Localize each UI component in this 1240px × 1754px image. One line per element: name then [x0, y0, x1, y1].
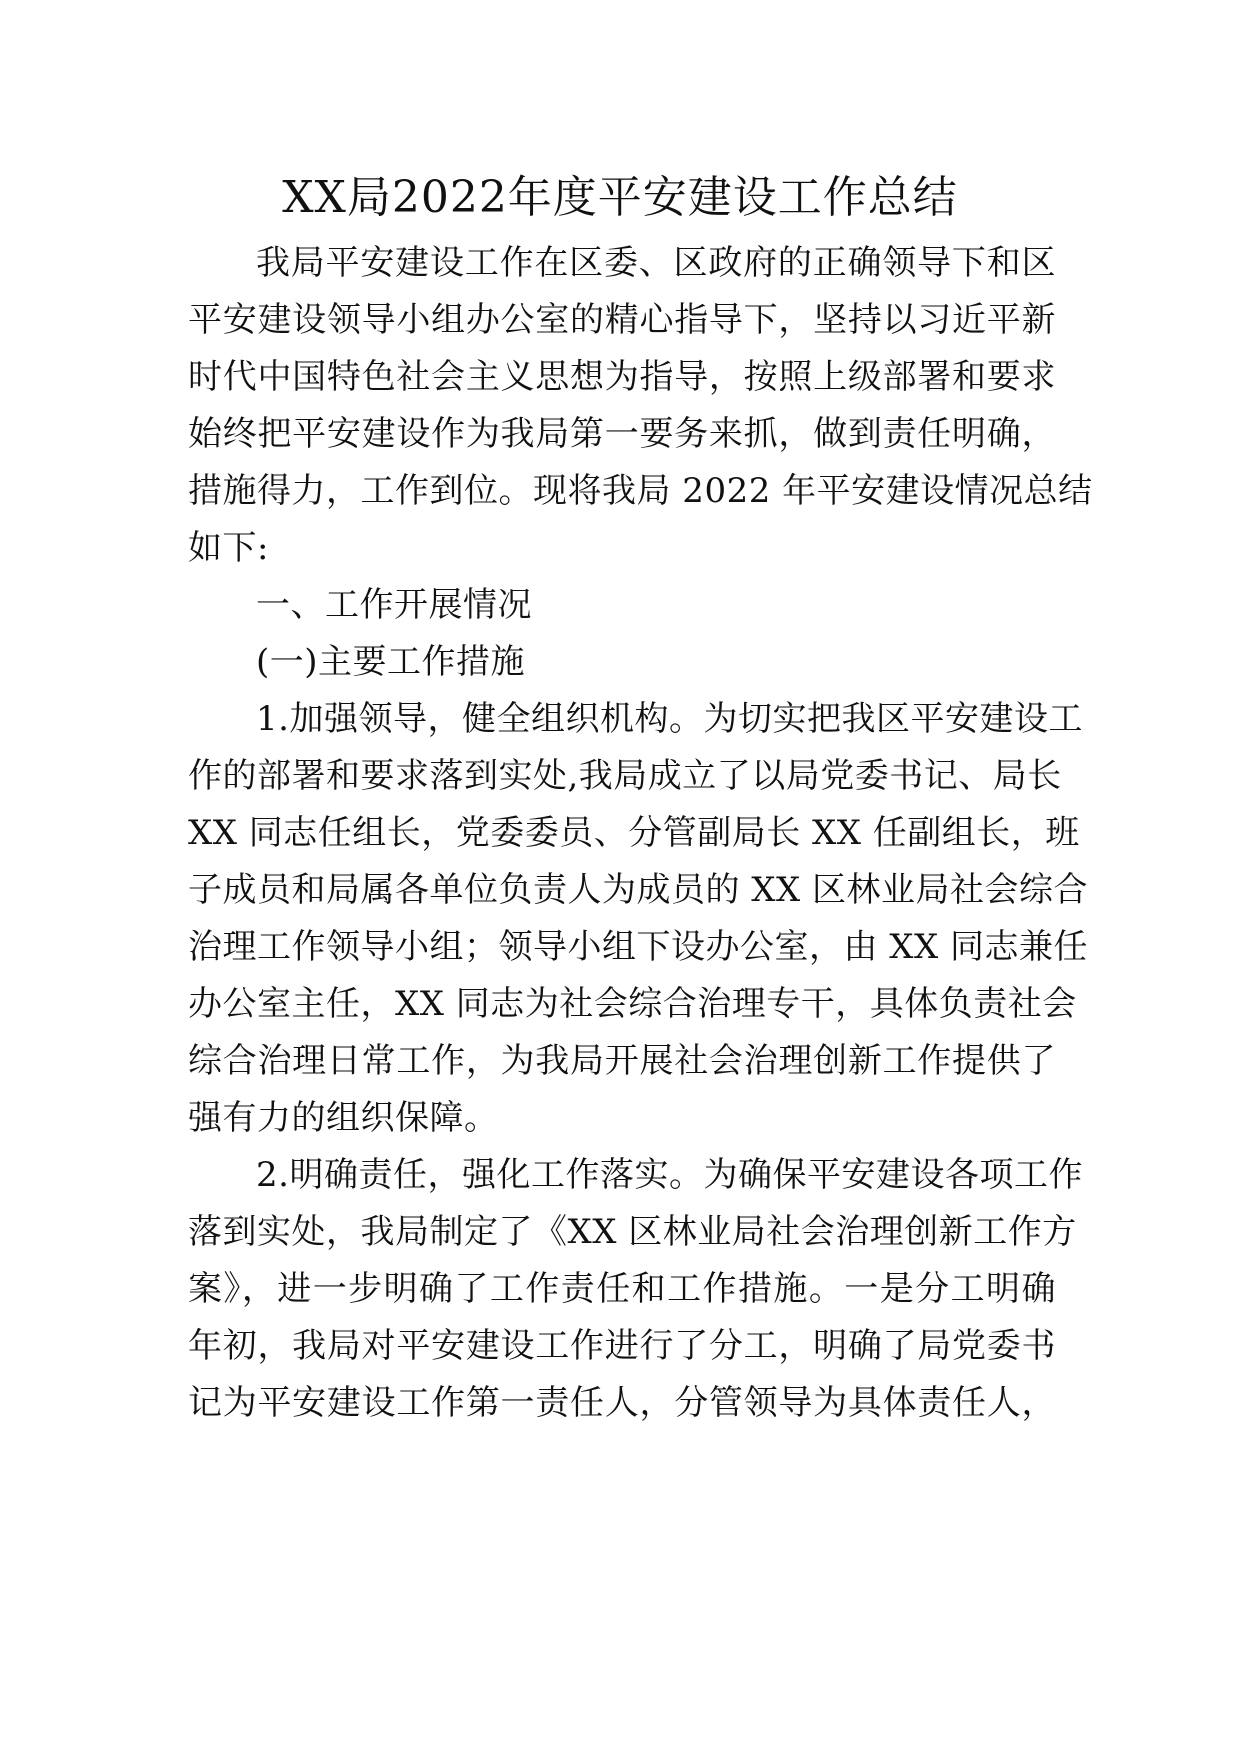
subsection-heading: (一)主要工作措施 — [256, 642, 526, 682]
paragraph-line: 治理工作领导小组；领导小组下设办公室，由 XX 同志兼任 — [188, 927, 1089, 967]
paragraph-line: 案》，进一步明确了工作责任和工作措施。一是分工明确 — [188, 1269, 1056, 1309]
paragraph-line: 1.加强领导，健全组织机构。为切实把我区平安建设工 — [256, 699, 1083, 739]
paragraph-line: 平安建设领导小组办公室的精心指导下，坚持以习近平新 — [188, 300, 1056, 340]
paragraph-line: 办公室主任，XX 同志为社会综合治理专干，具体负责社会 — [188, 984, 1077, 1024]
paragraph-line: 如下: — [188, 528, 269, 568]
paragraph-line: 2.明确责任，强化工作落实。为确保平安建设各项工作 — [256, 1155, 1083, 1195]
paragraph-line: 年初，我局对平安建设工作进行了分工，明确了局党委书 — [188, 1326, 1056, 1366]
paragraph-line: 措施得力，工作到位。现将我局 2022 年平安建设情况总结 — [188, 471, 1093, 511]
document-title: XX局2022年度平安建设工作总结 — [282, 172, 958, 223]
paragraph-line: 始终把平安建设作为我局第一要务来抓，做到责任明确， — [188, 414, 1056, 454]
paragraph-line: 作的部署和要求落到实处,我局成立了以局党委书记、局长 — [188, 756, 1062, 796]
paragraph-line: 落到实处，我局制定了《XX 区林业局社会治理创新工作方 — [188, 1212, 1077, 1252]
paragraph-line: 综合治理日常工作，为我局开展社会治理创新工作提供了 — [188, 1041, 1056, 1081]
paragraph-line: 子成员和局属各单位负责人为成员的 XX 区林业局社会综合 — [188, 870, 1089, 910]
section-heading: 一、工作开展情况 — [256, 585, 532, 625]
paragraph-line: 我局平安建设工作在区委、区政府的正确领导下和区 — [256, 243, 1056, 283]
paragraph-line: XX 同志任组长，党委委员、分管副局长 XX 任副组长，班 — [188, 813, 1080, 853]
paragraph-line: 记为平安建设工作第一责任人，分管领导为具体责任人， — [188, 1383, 1056, 1423]
paragraph-line: 时代中国特色社会主义思想为指导，按照上级部署和要求 — [188, 357, 1056, 397]
paragraph-line: 强有力的组织保障。 — [188, 1098, 499, 1138]
